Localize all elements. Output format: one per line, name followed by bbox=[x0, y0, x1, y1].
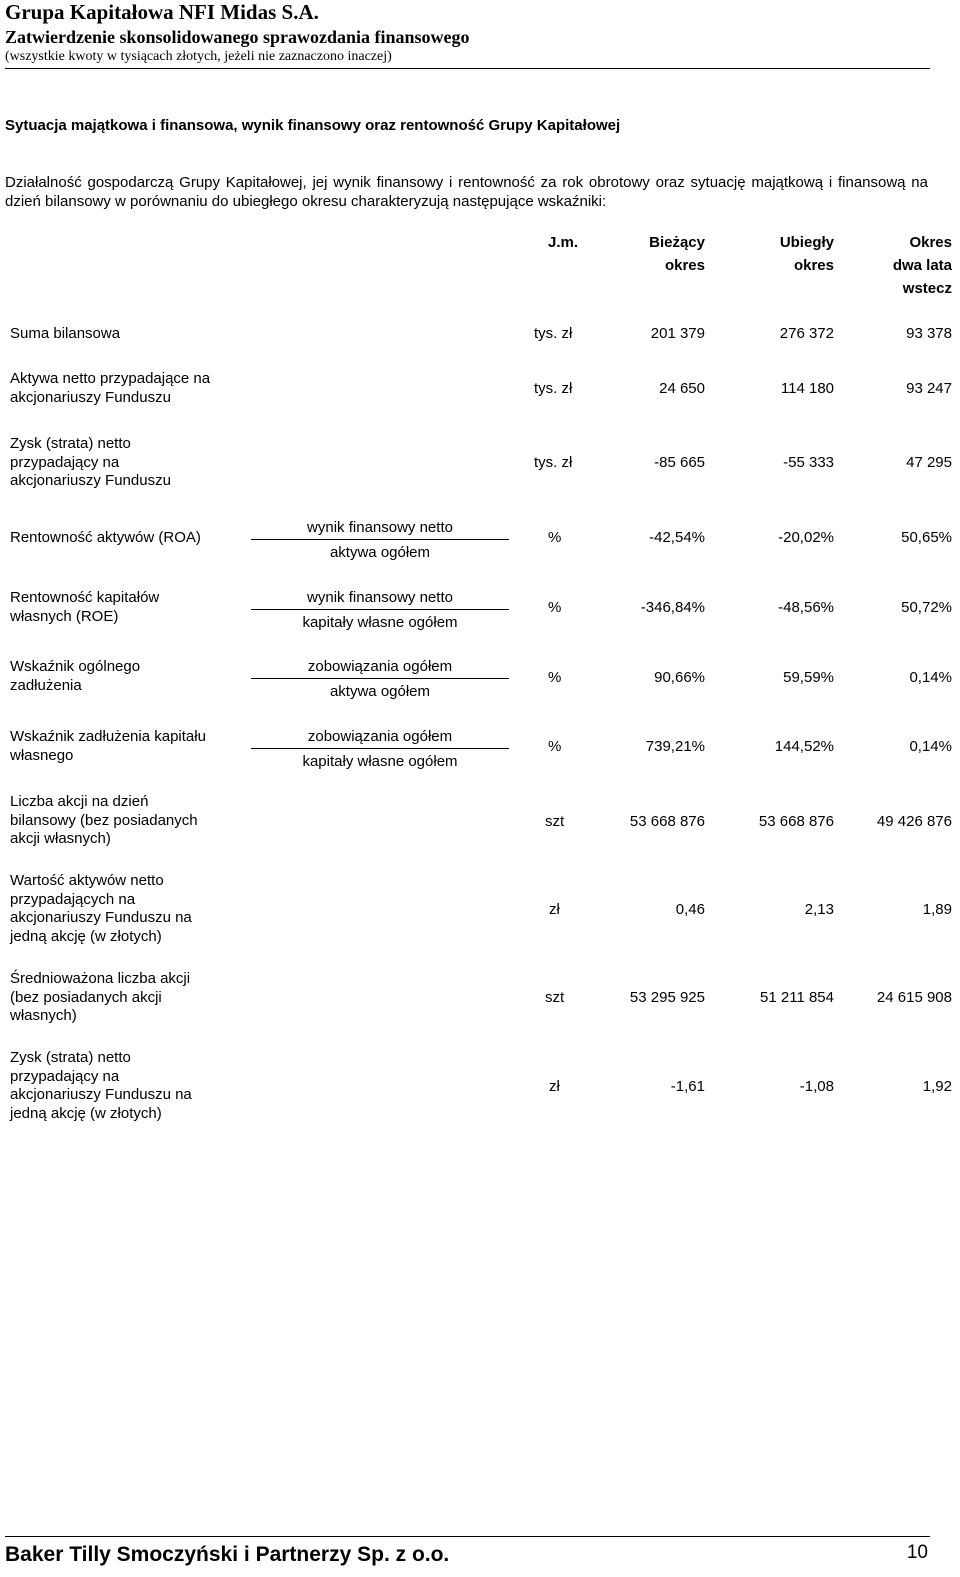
column-header-previous: Ubiegły okres bbox=[779, 234, 834, 274]
formula-debt-ratio bbox=[251, 658, 509, 701]
unit-cell: % bbox=[548, 738, 562, 755]
formula-denominator: kapitały własne ogółem bbox=[302, 753, 458, 770]
value-previous: -1,08 bbox=[799, 1078, 834, 1095]
header-divider bbox=[5, 68, 930, 69]
section-intro: Działalność gospodarczą Grupy Kapitałowej, jej wynik finansowy i rentowność za rok obrotowy oraz sytuację majątkową i finansową na dzień bilansowy w porównaniu do ubiegłego okresu charakteryzują następujące wskaźniki: bbox=[5, 174, 928, 210]
formula-debt-equity bbox=[251, 728, 509, 771]
unit-cell: tys. zł bbox=[534, 325, 573, 342]
value-current: 53 668 876 bbox=[629, 813, 705, 830]
value-two-years: 0,14% bbox=[909, 738, 952, 755]
unit-cell: tys. zł bbox=[534, 380, 573, 397]
unit-cell: tys. zł bbox=[534, 454, 573, 471]
column-header-current: Bieżący okres bbox=[649, 234, 705, 274]
row-label-net-assets: Aktywa netto przypadające na akcjonariuszy Funduszu bbox=[10, 370, 211, 406]
value-previous: -20,02% bbox=[778, 529, 834, 546]
value-two-years: 50,72% bbox=[901, 599, 952, 616]
unit-cell: zł bbox=[549, 1078, 560, 1095]
value-two-years: 0,14% bbox=[909, 669, 952, 686]
unit-cell: szt bbox=[545, 813, 565, 830]
value-current: -42,54% bbox=[649, 529, 705, 546]
footer-company: Baker Tilly Smoczyński i Partnerzy Sp. z o.o. bbox=[5, 1543, 450, 1566]
footer-divider bbox=[5, 1536, 930, 1537]
value-two-years: 93 247 bbox=[906, 380, 952, 397]
unit-cell: % bbox=[548, 599, 562, 616]
value-two-years: 47 295 bbox=[906, 454, 952, 471]
formula-numerator: zobowiązania ogółem bbox=[251, 728, 509, 749]
page-number: 10 bbox=[906, 1542, 928, 1563]
value-two-years: 1,92 bbox=[922, 1078, 952, 1095]
value-previous: 53 668 876 bbox=[758, 813, 834, 830]
row-label-net-profit: Zysk (strata) netto przypadający na akcjonariuszy Funduszu bbox=[10, 435, 171, 489]
value-two-years: 93 378 bbox=[906, 325, 952, 342]
column-header-unit: J.m. bbox=[547, 234, 578, 251]
unit-cell: % bbox=[548, 529, 562, 546]
unit-cell: zł bbox=[549, 901, 560, 918]
header-title: Grupa Kapitałowa NFI Midas S.A. bbox=[5, 0, 319, 24]
value-two-years: 1,89 bbox=[922, 901, 952, 918]
value-previous: 114 180 bbox=[780, 380, 834, 397]
value-previous: -55 333 bbox=[783, 454, 834, 471]
value-current: -346,84% bbox=[640, 599, 705, 616]
formula-denominator: aktywa ogółem bbox=[329, 683, 431, 700]
row-label-nav-per-share: Wartość aktywów netto przypadających na akcjonariuszy Funduszu na jedną akcję (w złotych) bbox=[10, 872, 192, 945]
formula-roa bbox=[251, 519, 509, 562]
formula-numerator: wynik finansowy netto bbox=[251, 589, 509, 610]
value-current: 739,21% bbox=[645, 738, 705, 755]
row-label-weighted-shares: Średnioważona liczba akcji (bez posiadanych akcji własnych) bbox=[10, 970, 191, 1024]
formula-roe bbox=[251, 589, 509, 632]
unit-cell: szt bbox=[545, 989, 565, 1006]
row-label-debt-equity: Wskaźnik zadłużenia kapitału własnego bbox=[10, 728, 206, 764]
value-current: 53 295 925 bbox=[629, 989, 705, 1006]
row-label-share-count: Liczba akcji na dzień bilansowy (bez posiadanych akcji własnych) bbox=[10, 793, 198, 847]
value-previous: 2,13 bbox=[804, 901, 834, 918]
value-previous: 144,52% bbox=[774, 738, 834, 755]
value-two-years: 24 615 908 bbox=[876, 989, 952, 1006]
formula-denominator: aktywa ogółem bbox=[329, 544, 431, 561]
value-previous: 276 372 bbox=[779, 325, 834, 342]
value-previous: 59,59% bbox=[783, 669, 834, 686]
value-two-years: 50,65% bbox=[901, 529, 952, 546]
unit-cell: % bbox=[548, 669, 562, 686]
value-previous: -48,56% bbox=[778, 599, 834, 616]
value-current: 90,66% bbox=[654, 669, 705, 686]
row-label-debt-ratio: Wskaźnik ogólnego zadłużenia bbox=[10, 658, 141, 694]
value-current: 0,46 bbox=[675, 901, 705, 918]
value-previous: 51 211 854 bbox=[760, 989, 834, 1006]
row-label-roe: Rentowność kapitałów własnych (ROE) bbox=[10, 589, 160, 625]
column-header-two-years: Okres dwa lata wstecz bbox=[892, 234, 952, 297]
row-label-roa: Rentowność aktywów (ROA) bbox=[10, 529, 201, 546]
value-current: 201 379 bbox=[650, 325, 705, 342]
value-current: -85 665 bbox=[654, 454, 705, 471]
row-label-eps: Zysk (strata) netto przypadający na akcjonariuszy Funduszu na jedną akcję (w złotych) bbox=[10, 1049, 192, 1122]
row-label-total-assets: Suma bilansowa bbox=[10, 325, 121, 342]
formula-numerator: wynik finansowy netto bbox=[251, 519, 509, 540]
value-current: -1,61 bbox=[670, 1078, 705, 1095]
formula-numerator: zobowiązania ogółem bbox=[251, 658, 509, 679]
formula-denominator: kapitały własne ogółem bbox=[302, 614, 458, 631]
section-title: Sytuacja majątkowa i finansowa, wynik finansowy oraz rentowność Grupy Kapitałowej bbox=[5, 117, 621, 134]
value-two-years: 49 426 876 bbox=[876, 813, 952, 830]
header-note: (wszystkie kwoty w tysiącach złotych, jeżeli nie zaznaczono inaczej) bbox=[5, 49, 392, 64]
value-current: 24 650 bbox=[659, 380, 705, 397]
header-subtitle: Zatwierdzenie skonsolidowanego sprawozdania finansowego bbox=[5, 27, 470, 47]
